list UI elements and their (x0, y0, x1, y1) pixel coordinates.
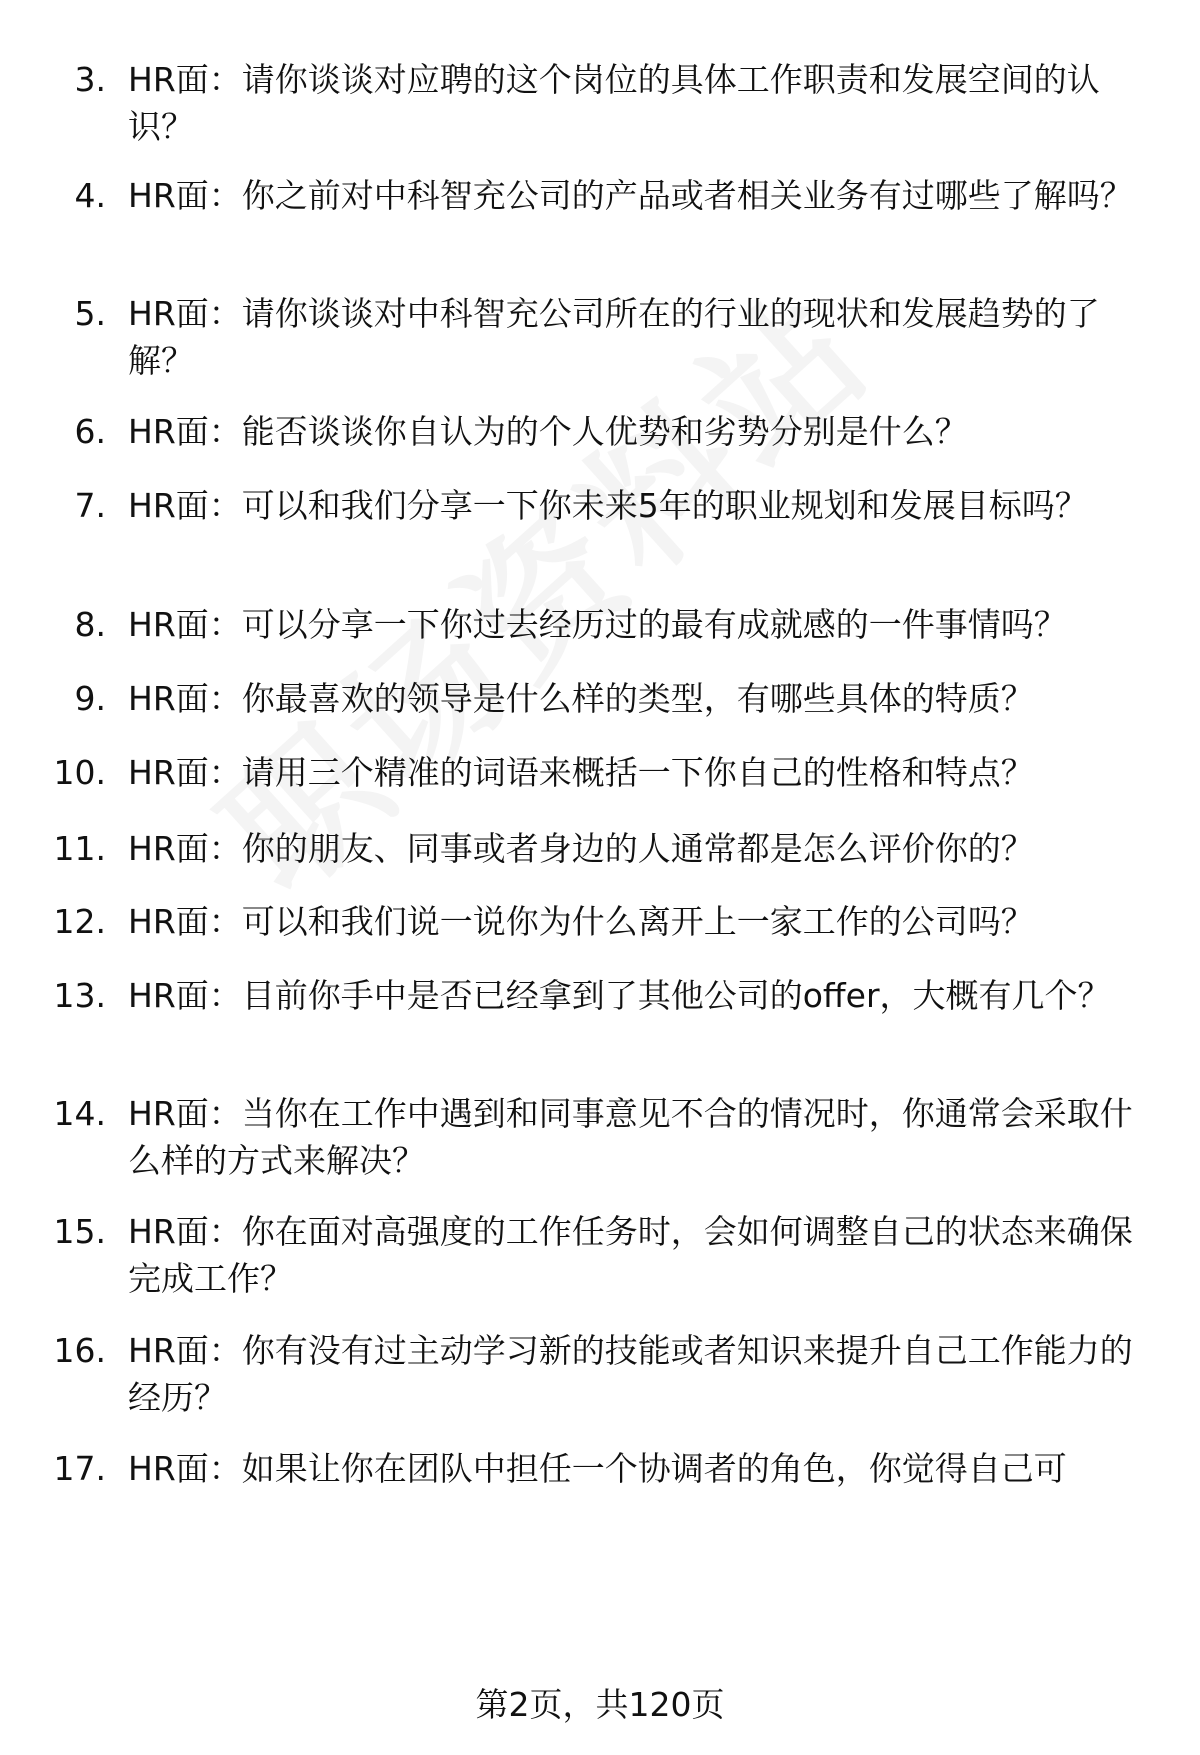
question-text: HR面：你最喜欢的领导是什么样的类型，有哪些具体的特质？ (128, 679, 1034, 718)
question-number: 6. (74, 412, 106, 451)
question-text: HR面：请你谈谈对应聘的这个岗位的具体工作职责和发展空间的认识？ (128, 60, 1100, 146)
question-text: HR面：如果让你在团队中担任一个协调者的角色，你觉得自己可 (128, 1449, 1067, 1488)
question-text: HR面：你之前对中科智充公司的产品或者相关业务有过哪些了解吗？ (128, 176, 1133, 215)
question-number: 14. (53, 1094, 106, 1133)
question-text: HR面：请用三个精准的词语来概括一下你自己的性格和特点？ (128, 753, 1034, 792)
question-number: 4. (74, 176, 106, 215)
question-number: 10. (53, 753, 106, 792)
question-number: 7. (74, 486, 106, 525)
question-number: 12. (53, 902, 106, 941)
question-number: 13. (53, 976, 106, 1015)
question-text: HR面：可以和我们分享一下你未来5年的职业规划和发展目标吗？ (128, 486, 1088, 525)
question-number: 16. (53, 1331, 106, 1370)
page-footer: 第2页，共120页 (475, 1685, 725, 1724)
question-text: HR面：你在面对高强度的工作任务时，会如何调整自己的状态来确保完成工作？ (128, 1212, 1133, 1298)
question-number: 17. (53, 1449, 106, 1488)
question-text: HR面：你的朋友、同事或者身边的人通常都是怎么评价你的？ (128, 829, 1034, 868)
question-text: HR面：请你谈谈对中科智充公司所在的行业的现状和发展趋势的了解？ (128, 294, 1100, 380)
question-number: 11. (53, 829, 106, 868)
question-text: HR面：目前你手中是否已经拿到了其他公司的offer，大概有几个？ (128, 976, 1111, 1015)
question-text: HR面：能否谈谈你自认为的个人优势和劣势分别是什么？ (128, 412, 968, 451)
question-text: HR面：可以分享一下你过去经历过的最有成就感的一件事情吗？ (128, 605, 1067, 644)
question-number: 15. (53, 1212, 106, 1251)
question-text: HR面：可以和我们说一说你为什么离开上一家工作的公司吗？ (128, 902, 1034, 941)
question-number: 8. (74, 605, 106, 644)
question-number: 5. (74, 294, 106, 333)
question-text: HR面：你有没有过主动学习新的技能或者知识来提升自己工作能力的经历？ (128, 1331, 1133, 1417)
question-text: HR面：当你在工作中遇到和同事意见不合的情况时，你通常会采取什么样的方式来解决？ (128, 1094, 1133, 1180)
question-number: 9. (74, 679, 106, 718)
question-number: 3. (74, 60, 106, 99)
